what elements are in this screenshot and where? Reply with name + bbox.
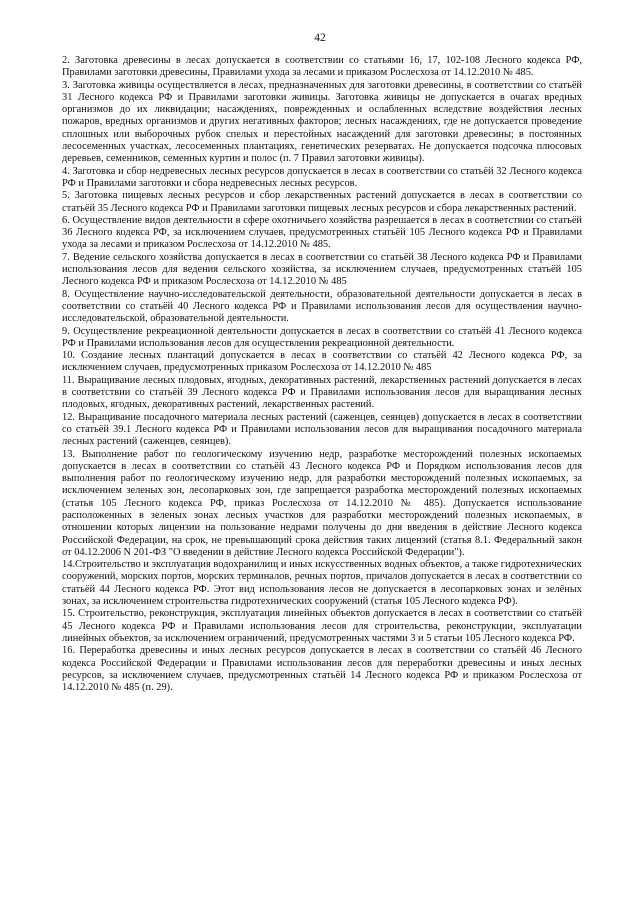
paragraph-item-6: 6. Осуществление видов деятельности в сфере охотничьего хозяйства разрешается в лесах в соответствии со статьёй 36 Лесного кодекса РФ, за исключением случаев, предусмотренных статьёй 105 Лесного кодекса РФ и Правилами ухода за лесами и приказом Рослесхоза от 14.12.2010 № 485.	[62, 214, 582, 251]
paragraph-item-2: 2. Заготовка древесины в лесах допускается в соответствии со статьями 16, 17, 102-108 Лесного кодекса РФ, Правилами заготовки древесины, Правилами ухода за лесами и приказом Рослесхоза от 14.12.2010 № 485.	[62, 55, 582, 79]
paragraph-item-15: 15. Строительство, реконструкция, эксплуатация линейных объектов допускается в лесах в соответствии со статьёй 45 Лесного кодекса РФ и Правилами использования лесов для строительства, реконструкции, эксплуатации линейных объектов, за исключением ограничений, предусмотренных частями 3 и 5 статьи 105 Лесного кодекса РФ.	[62, 608, 582, 644]
paragraph-item-7: 7. Ведение сельского хозяйства допускается в лесах в соответствии со статьёй 38 Лесного кодекса РФ и Правилами использования лесов для ведения сельского хозяйства, за исключением случаев, предусмотренных статьёй 105 Лесного кодекса РФ и приказом Рослесхоза от 14.12.2010 № 485	[62, 251, 582, 288]
paragraph-item-11: 11. Выращивание лесных плодовых, ягодных, декоративных растений, лекарственных растений допускается в лесах в соответствии со статьёй 39 Лесного кодекса РФ и Правилами использования лесов для выращивания лесных плодовых, ягодных, декоративных растений, лекарственных растений.	[62, 374, 582, 411]
paragraph-item-14: 14.Строительство и эксплуатация водохранилищ и иных искусственных водных объектов, а также гидротехнических сооружений, морских портов, морских терминалов, речных портов, причалов допускается в лесах в соответствии со статьёй 44 Лесного кодекса РФ. Этот вид использования лесов не допускается в лесопарковых зонах и зелёных зонах, за исключением строительства гидротехнических сооружений (статья 105 Лесного кодекса РФ).	[62, 559, 582, 608]
paragraph-item-10: 10. Создание лесных плантаций допускается в лесах в соответствии со статьёй 42 Лесного кодекса РФ, за исключением случаев, предусмотренных приказом Рослесхоза от 14.12.2010 № 485	[62, 350, 582, 374]
paragraph-item-9: 9. Осуществление рекреационной деятельности допускается в лесах в соответствии со статьёй 41 Лесного кодекса РФ и Правилами использования лесов для осуществления рекреационной деятельности.	[62, 325, 582, 349]
paragraph-item-13: 13. Выполнение работ по геологическому изучению недр, разработке месторождений полезных ископаемых допускается в лесах в соответствии со статьёй 43 Лесного кодекса РФ и Порядком использования лесов для выполнения работ по геологическому изучению недр, для разработки месторождений полезных ископаемых, за исключением зеленых зон, лесопарковых зон, где запрещается разработка месторождений полезных ископаемых (статья 105 Лесного кодекса РФ, приказ Рослесхоза от 14.12.2010 № 485). Допускается использование расположенных в зеленых зонах лесных участков для разработки месторождений полезных ископаемых, в отношении которых лицензии на пользование недрами получены до дня введения в действие Лесного кодекса Российской Федерации, на срок, не превышающий срока действия таких лицензий (статья 8.1. Федеральный закон от 04.12.2006 N 201-ФЗ "О введении в действие Лесного кодекса Российской Федерации").	[62, 448, 582, 558]
paragraph-item-12: 12. Выращивание посадочного материала лесных растений (саженцев, сеянцев) допускается в лесах в соответствии со статьёй 39.1 Лесного кодекса РФ и Правилами использования лесов для выращивания посадочного материала лесных растений (саженцев, сеянцев).	[62, 411, 582, 448]
paragraph-item-8: 8. Осуществление научно-исследовательской деятельности, образовательной деятельности допускается в лесах в соответствии со статьёй 40 Лесного кодекса РФ и Правилами использования лесов для осуществления научно-исследовательской, образовательной деятельности.	[62, 288, 582, 325]
paragraph-item-16: 16. Переработка древесины и иных лесных ресурсов допускается в лесах в соответствии со статьёй 46 Лесного кодекса Российской Федерации и Правилами использования лесов для переработки древесины и иных лесных ресурсов, за исключением случаев, предусмотренных статьёй 14 Лесного кодекса РФ и приказом Рослесхоза от 14.12.2010 № 485 (п. 29).	[62, 645, 582, 694]
page-number: 42	[314, 32, 326, 44]
paragraph-item-4: 4. Заготовка и сбор недревесных лесных ресурсов допускается в лесах в соответствии со статьёй 32 Лесного кодекса РФ и Правилами заготовки и сбора недревесных лесных ресурсов.	[62, 165, 582, 189]
paragraph-item-3: 3. Заготовка живицы осуществляется в лесах, предназначенных для заготовки древесины, в соответствии со статьёй 31 Лесного кодекса РФ и Правилами заготовки живицы. Заготовка живицы не допускается в очагах вредных организмов до их ликвидации; насаждениях, поврежденных и ослабленных вследствие воздействия лесных пожаров, вредных организмов и других негативных факторов; лесных насаждениях, где не допускается проведение сплошных или выборочных рубок спелых и перестойных насаждений для заготовки древесины; в постоянных лесосеменных участках, лесосеменных плантациях, генетических резерватах. Не допускается подсочка плюсовых деревьев, семенников, семенных куртин и полос (п. 7 Правил заготовки живицы).	[62, 79, 582, 165]
paragraph-item-5: 5. Заготовка пищевых лесных ресурсов и сбор лекарственных растений допускается в лесах в соответствии со статьёй 35 Лесного кодекса РФ и Правилами заготовки пищевых лесных ресурсов и сбора лекарственных растений.	[62, 190, 582, 214]
document-body	[62, 55, 582, 694]
